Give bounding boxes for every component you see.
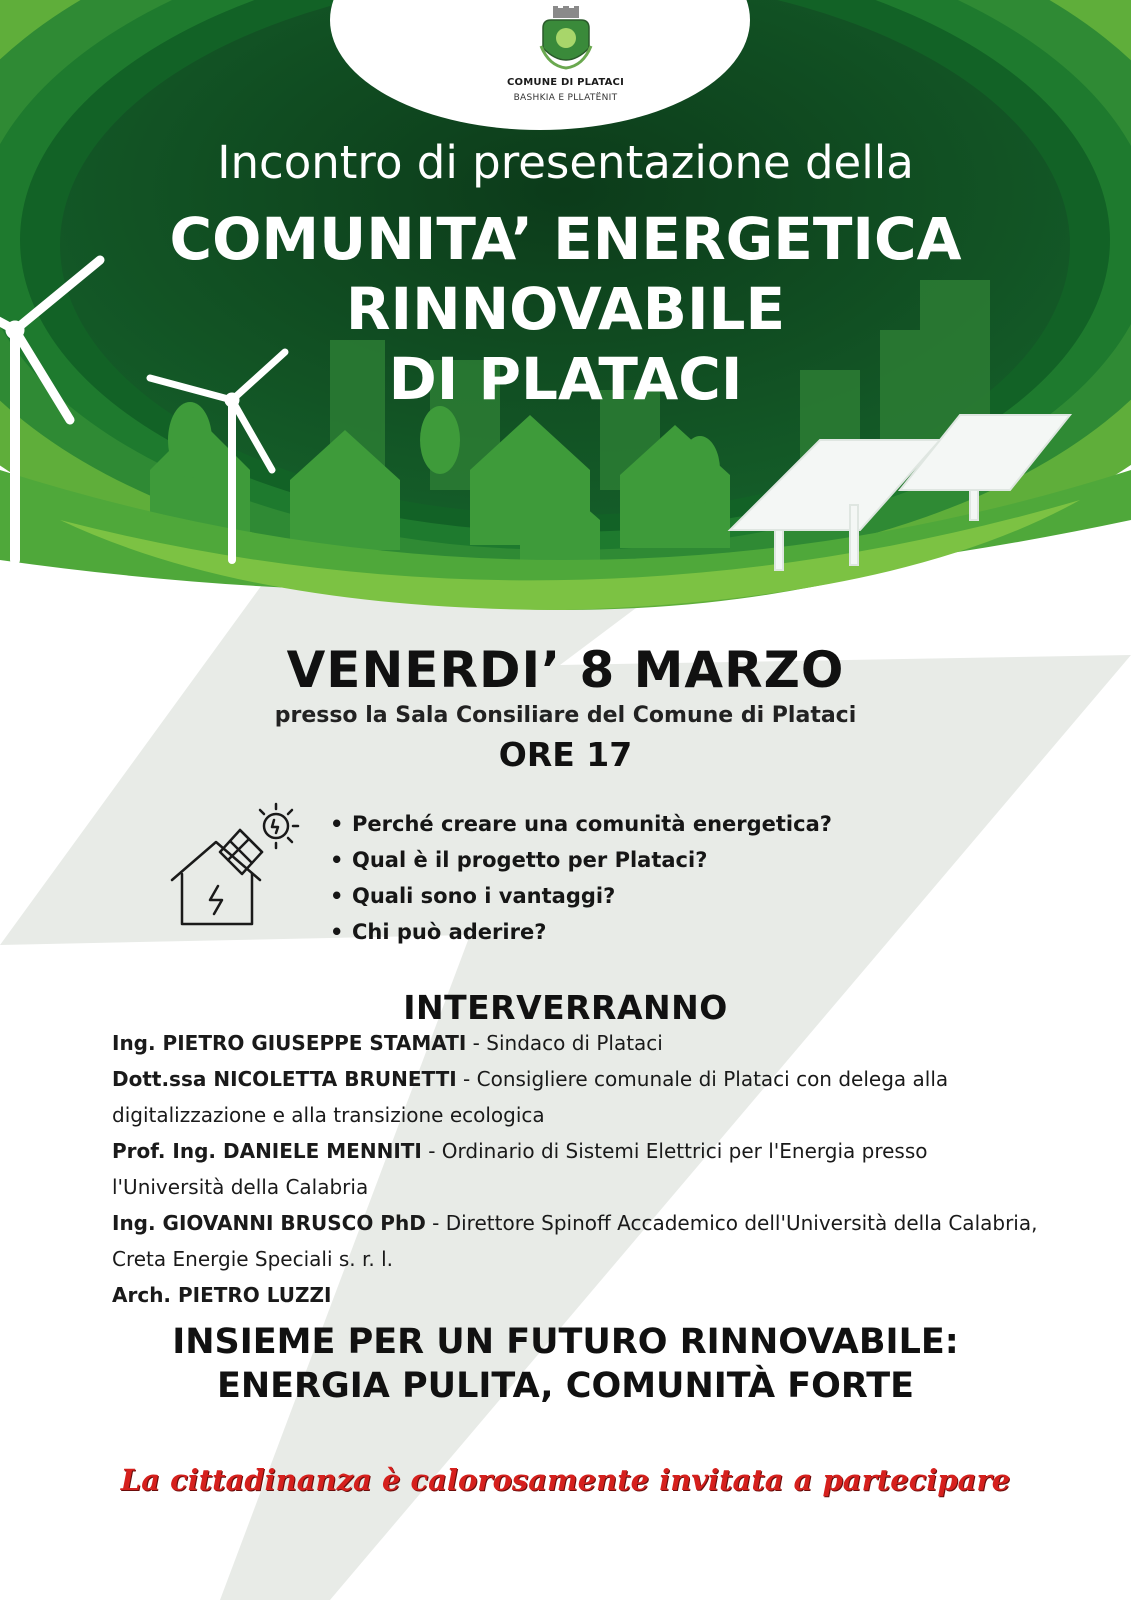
speaker-name: Ing. PIETRO GIUSEPPE STAMATI — [112, 1031, 467, 1055]
municipal-crest — [0, 6, 1131, 76]
speaker-item — [112, 1025, 1042, 1061]
speaker-item — [112, 1133, 1042, 1205]
speaker-name: Dott.ssa NICOLETTA BRUNETTI — [112, 1067, 457, 1091]
speaker-name: Prof. Ing. DANIELE MENNITI — [112, 1139, 422, 1163]
headline-line-1: COMUNITA’ ENERGETICA — [169, 205, 962, 273]
slogan — [0, 1320, 1131, 1408]
invitation-text: La cittadinanza è calorosamente invitata a partecipare — [120, 1463, 1011, 1497]
question-item: • Chi può aderire? — [330, 914, 832, 950]
event-time: ORE 17 — [498, 735, 633, 774]
speaker-item — [112, 1061, 1042, 1133]
question-item: • Perché creare una comunità energetica? — [330, 806, 832, 842]
crest-icon — [539, 6, 593, 72]
municipality-name: COMUNE DI PLATACI — [506, 77, 624, 88]
speaker-role: - Sindaco di Plataci — [466, 1031, 663, 1055]
solar-house-icon — [168, 800, 318, 950]
speaker-role: - Ordinario di Sistemi Elettrici per l'Energia presso l'Università della Calabria — [112, 1139, 928, 1199]
headline-line-2: RINNOVABILE — [345, 275, 786, 343]
speakers-title: INTERVERRANNO — [403, 988, 728, 1027]
speaker-item — [112, 1205, 1042, 1277]
speaker-item — [112, 1277, 1042, 1313]
speaker-name: Arch. PIETRO LUZZI — [112, 1283, 332, 1307]
question-item: • Qual è il progetto per Plataci? — [330, 842, 832, 878]
event-date: VENERDI’ 8 MARZO — [286, 641, 845, 699]
speaker-role: - Direttore Spinoff Accademico dell'Università della Calabria, Creta Energie Speciali s. r. l. — [112, 1211, 1038, 1271]
speakers-list — [112, 1025, 1042, 1313]
question-item: • Quali sono i vantaggi? — [330, 878, 832, 914]
headline-main — [0, 204, 1131, 414]
event-venue: presso la Sala Consiliare del Comune di Plataci — [274, 703, 857, 728]
questions-list — [330, 806, 832, 950]
municipality-subtitle: BASHKIA E PLLATËNIT — [513, 93, 618, 103]
speaker-role: - Consigliere comunale di Plataci con delega alla digitalizzazione e alla transizione ecologica — [112, 1067, 949, 1127]
slogan-line-2: ENERGIA PULITA, COMUNITÀ FORTE — [216, 1366, 915, 1406]
slogan-line-1: INSIEME PER UN FUTURO RINNOVABILE: — [172, 1322, 959, 1362]
speaker-name: Ing. GIOVANNI BRUSCO PhD — [112, 1211, 426, 1235]
headline-line-3: DI PLATACI — [388, 345, 743, 413]
headline-intro: Incontro di presentazione della — [217, 136, 914, 189]
